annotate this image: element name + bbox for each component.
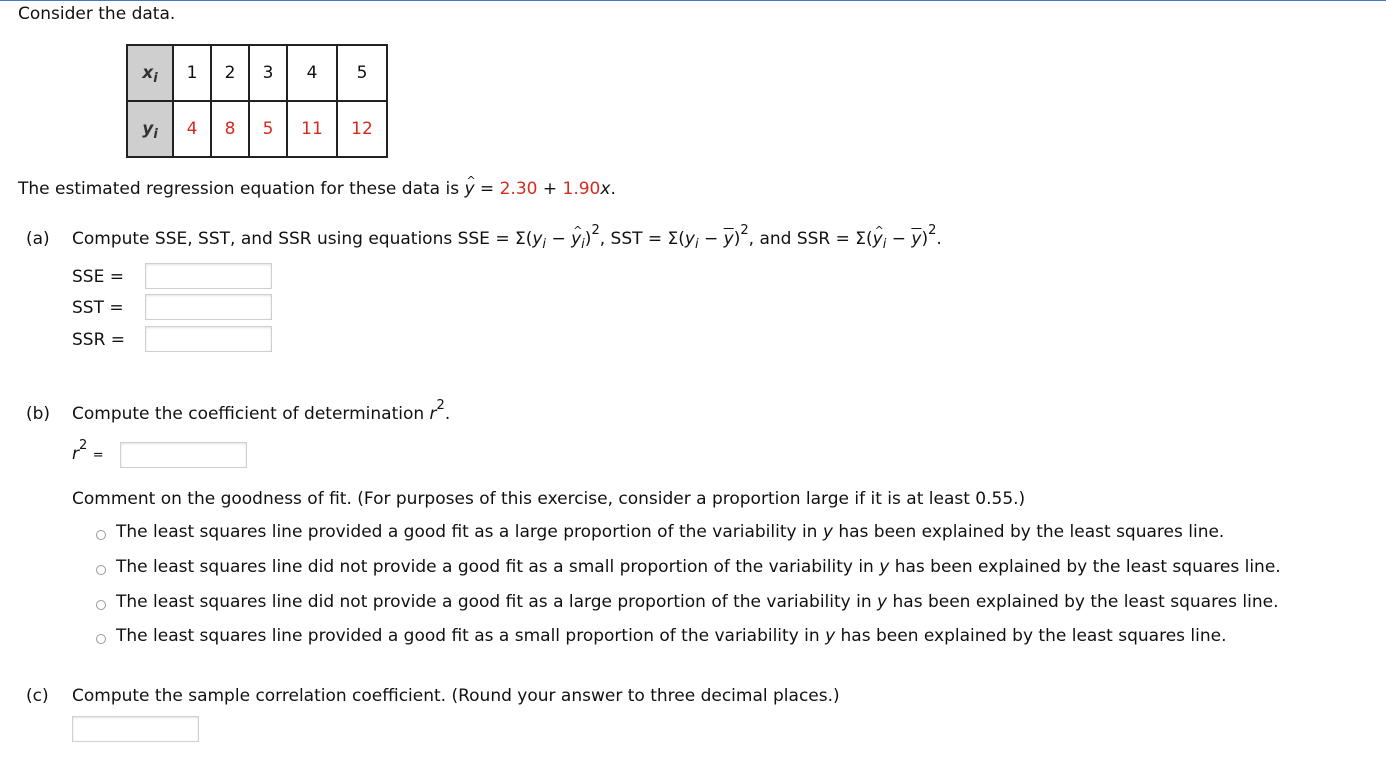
ssr-input[interactable] bbox=[145, 326, 272, 352]
option-1-radio[interactable] bbox=[96, 530, 106, 540]
slope-value: 1.90 bbox=[562, 179, 601, 199]
x-value-4: 4 bbox=[287, 45, 337, 101]
option-3-radio[interactable] bbox=[96, 600, 106, 610]
y-value-1: 4 bbox=[173, 101, 211, 157]
x-value-2: 2 bbox=[211, 45, 249, 101]
goodness-comment: Comment on the goodness of fit. (For purposes of this exercise, consider a proportion large if it is at least 0.55.) bbox=[72, 489, 1026, 509]
option-2-text[interactable]: The least squares line did not provide a good fit as a small proportion of the variability in y has been explained by the least squares line. bbox=[116, 557, 1281, 577]
option-1-text[interactable]: The least squares line provided a good fit as a large proportion of the variability in y has been explained by the least squares line. bbox=[116, 522, 1225, 542]
y-row bbox=[127, 101, 387, 157]
part-b-label: (b) bbox=[26, 404, 51, 424]
option-3-text[interactable]: The least squares line did not provide a good fit as a large proportion of the variability in y has been explained by the least squares line. bbox=[116, 592, 1279, 612]
data-table bbox=[126, 44, 388, 158]
top-rule bbox=[0, 0, 1386, 1]
sse-input[interactable] bbox=[145, 263, 272, 289]
part-c-question: Compute the sample correlation coefficient. (Round your answer to three decimal places.) bbox=[72, 686, 840, 706]
part-a-question: Compute SSE, SST, and SSR using equations SSE = $\Sigma(y_i$ − ^ $y_i)^2$, SST = $\Sigma(y_i - \overline{y})^2$, and SSR = Σ(^ $y_i - \overline{y})^2$. bbox=[72, 229, 942, 249]
x-value-1: 1 bbox=[173, 45, 211, 101]
part-c-label: (c) bbox=[26, 686, 49, 706]
option-4-radio[interactable] bbox=[96, 634, 106, 644]
x-value-5: 5 bbox=[337, 45, 387, 101]
r2-label: $r^2$ = bbox=[72, 438, 104, 464]
y-header: $y_i$ bbox=[127, 101, 173, 157]
y-value-2: 8 bbox=[211, 101, 249, 157]
x-header: $x_i$ bbox=[127, 45, 173, 101]
x-value-3: 3 bbox=[249, 45, 287, 101]
r2-input[interactable] bbox=[120, 442, 247, 468]
sst-input[interactable] bbox=[145, 294, 272, 320]
ssr-label: SSR = bbox=[72, 330, 126, 350]
option-4-text[interactable]: The least squares line provided a good fit as a small proportion of the variability in y has been explained by the least squares line. bbox=[116, 626, 1227, 646]
correlation-input[interactable] bbox=[72, 716, 199, 742]
y-value-5: 12 bbox=[337, 101, 387, 157]
y-value-4: 11 bbox=[287, 101, 337, 157]
y-value-3: 5 bbox=[249, 101, 287, 157]
intro-text: Consider the data. bbox=[18, 4, 176, 24]
intercept-value: 2.30 bbox=[499, 179, 538, 199]
sst-label: SST = bbox=[72, 298, 124, 318]
option-2-radio[interactable] bbox=[96, 565, 106, 575]
regression-equation: The estimated regression equation for these data is ^ y = 2.30 + 1.90x. bbox=[18, 179, 616, 199]
part-a-label: (a) bbox=[26, 229, 50, 249]
part-b-question: Compute the coefficient of determination $r^2$. bbox=[72, 398, 451, 424]
sse-label: SSE = bbox=[72, 267, 124, 287]
x-row bbox=[127, 45, 387, 101]
